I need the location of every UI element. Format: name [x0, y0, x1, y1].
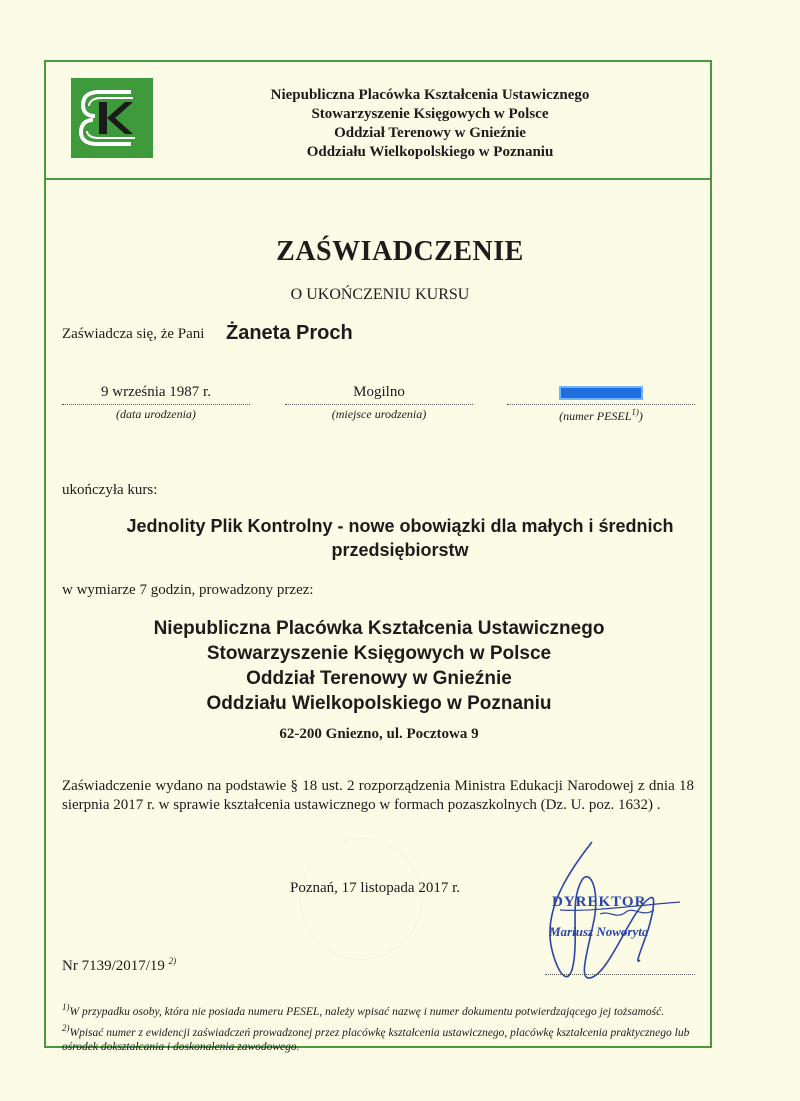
redaction-bar — [559, 386, 643, 400]
document-subtitle: O UKOŃCZENIU KURSU — [290, 286, 470, 303]
header-line: Oddziału Wielkopolskiego w Poznaniu — [306, 144, 554, 160]
embossed-seal — [300, 838, 422, 960]
organizer-line: Oddział Terenowy w Gnieźnie — [246, 668, 512, 689]
skwp-logo — [71, 78, 153, 158]
birth-date-field — [62, 384, 250, 422]
pesel-field — [507, 384, 695, 424]
pesel-value — [507, 384, 695, 402]
header-line: Oddział Terenowy w Gnieźnie — [334, 125, 526, 141]
header-divider — [44, 178, 712, 180]
completed-label: ukończyła kurs: — [62, 482, 158, 498]
certificate-number: Nr 7139/2017/19 $^{2)}$ — [62, 956, 177, 974]
person-name: Żaneta Proch — [226, 322, 353, 344]
birth-place-value: Mogilno — [353, 384, 405, 400]
birth-date-value: 9 września 1987 r. — [101, 384, 211, 400]
birth-place-field — [285, 384, 473, 422]
dotted-line — [507, 404, 695, 405]
header-line: Niepubliczna Placówka Kształcenia Ustawicznego — [270, 87, 590, 103]
header-line: Stowarzyszenie Księgowych w Polsce — [311, 106, 549, 122]
dotted-line — [62, 404, 250, 405]
logo-k-icon — [71, 78, 153, 158]
course-name-line: przedsiębiorstw — [331, 540, 469, 560]
issue-place-date: Poznań, 17 listopada 2017 r. — [290, 880, 460, 896]
duration-label: w wymiarze 7 godzin, prowadzony przez: — [62, 582, 314, 598]
birth-date-caption: (data urodzenia) — [116, 407, 196, 421]
organizer-address: 62-200 Gniezno, ul. Pocztowa 9 — [279, 726, 479, 742]
signature-icon — [530, 840, 700, 990]
signature-line — [545, 974, 695, 975]
stamp-name: Mariusz Noworyta — [549, 924, 649, 939]
organizer-block — [0, 616, 758, 716]
document-title: ZAŚWIADCZENIE — [276, 236, 524, 267]
stamp-title: DYREKTOR — [552, 894, 647, 910]
footnote: $^{2)}$Wpisać numer z ewidencji zaświadczeń prowadzonej przez placówkę kształcenia ustawicznego, placówkę kształcenia praktycznego lub ośrodek dokształcania i doskonalenia zawodowego. — [62, 1022, 690, 1053]
course-name-line: Jednolity Plik Kontrolny - nowe obowiązki dla małych i średnich — [126, 516, 674, 536]
dotted-line — [285, 404, 473, 405]
legal-basis-text: Zaświadczenie wydano na podstawie § 18 ust. 2 rozporządzenia Ministra Edukacji Narodowej z dnia 18 sierpnia 2017 r. w sprawie kształcenia ustawicznego w formach pozaszkolnych (Dz. U. poz. 1632) . — [62, 778, 694, 813]
pesel-caption: (numer PESEL$^{1)}$) — [559, 407, 643, 423]
course-name — [80, 514, 720, 562]
certifies-label: Zaświadcza się, że Pani — [62, 326, 205, 342]
footnotes — [62, 1000, 702, 1056]
organizer-line: Oddziału Wielkopolskiego w Poznaniu — [206, 693, 552, 714]
header-organization — [230, 86, 630, 162]
footnote: $^{1)}$W przypadku osoby, która nie posiada numeru PESEL, należy wpisać nazwę i numer dokumentu potwierdzającego jej tożsamość. — [62, 1002, 665, 1018]
organizer-line: Stowarzyszenie Księgowych w Polsce — [206, 643, 552, 664]
organizer-line: Niepubliczna Placówka Kształcenia Ustawicznego — [153, 618, 605, 639]
birth-place-caption: (miejsce urodzenia) — [331, 407, 427, 421]
